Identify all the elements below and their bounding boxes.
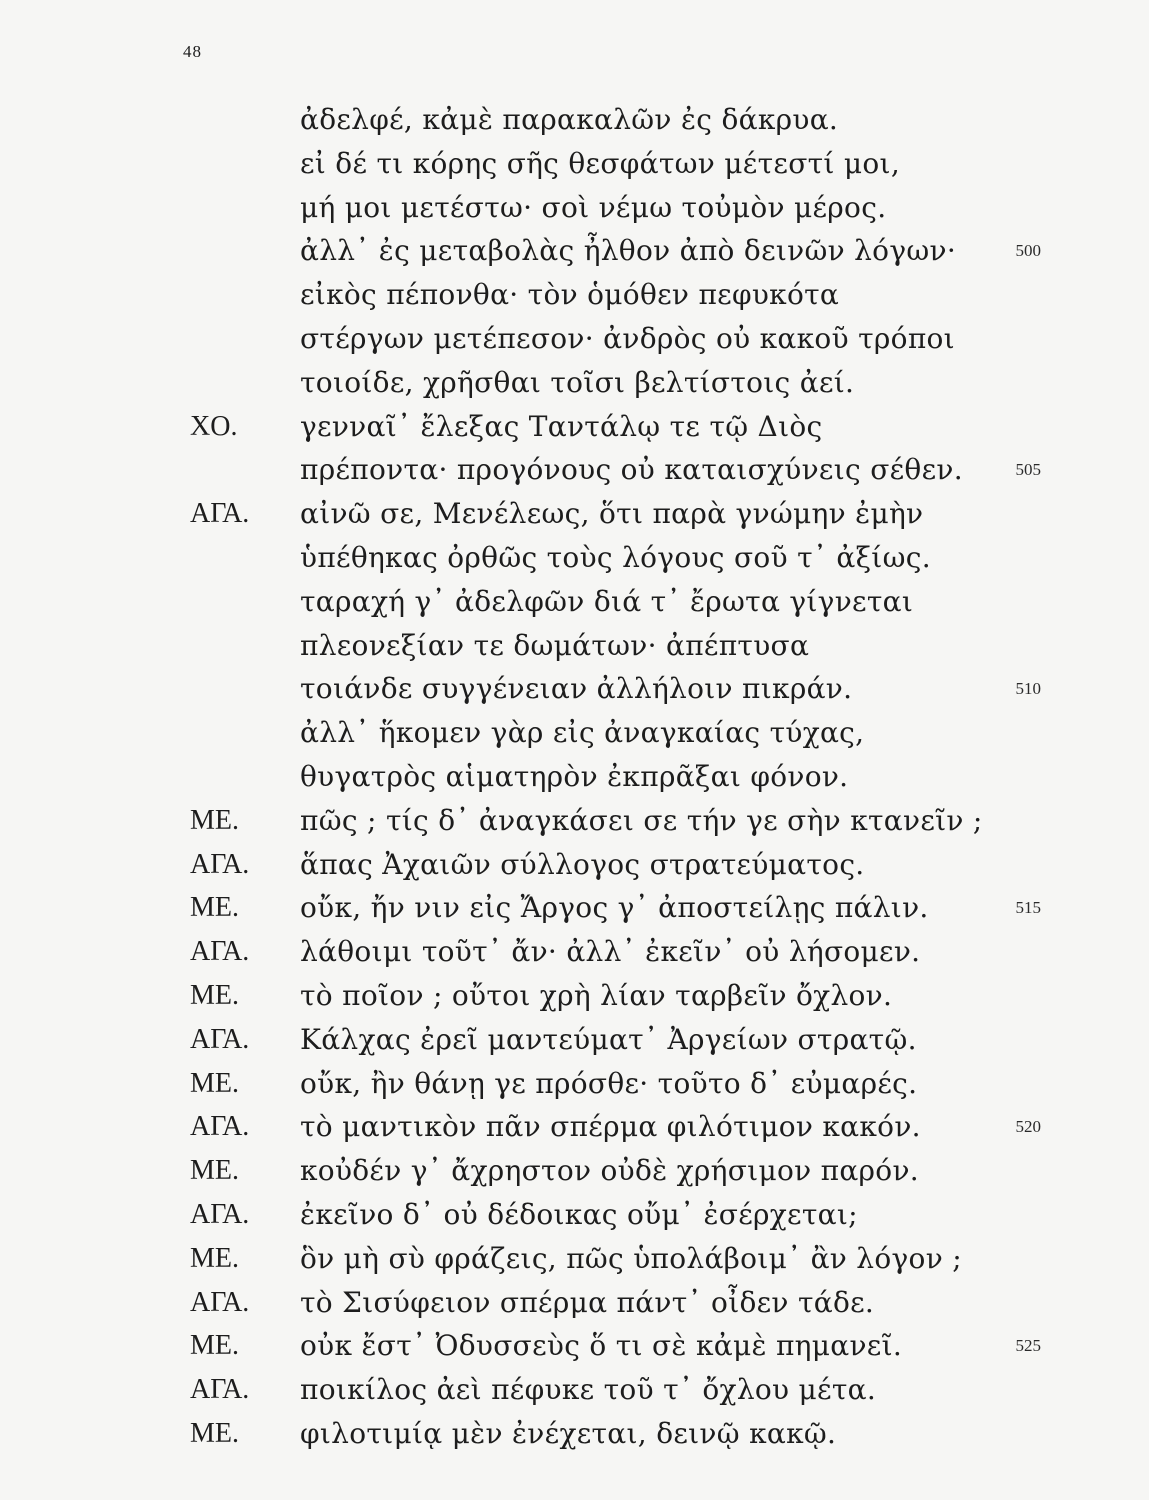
speaker-label: ΑΓΑ. bbox=[190, 936, 250, 968]
verse-line bbox=[0, 934, 1149, 978]
verse-line bbox=[0, 190, 1149, 234]
verse-line bbox=[0, 277, 1149, 321]
verse-text: ποικίλος ἀεὶ πέφυκε τοῦ τ᾽ ὄχλου μέτα. bbox=[300, 1373, 877, 1407]
verse-text: λάθοιμι τοῦτ᾽ ἄν· ἀλλ᾽ ἐκεῖν᾽ οὐ λήσομεν. bbox=[300, 935, 921, 969]
verse-text: φιλοτιμίᾳ μὲν ἐνέχεται, δεινῷ κακῷ. bbox=[300, 1417, 837, 1450]
speaker-label: ΑΓΑ. bbox=[190, 1374, 250, 1406]
page-number: 48 bbox=[183, 42, 202, 61]
line-number: 500 bbox=[1015, 241, 1041, 261]
speaker-label: ΑΓΑ. bbox=[190, 1199, 250, 1230]
verse-text: Κάλχας ἐρεῖ μαντεύματ᾽ Ἀργείων στρατῷ. bbox=[300, 1022, 917, 1056]
speaker-label: ΜΕ. bbox=[190, 980, 239, 1011]
verse-line bbox=[0, 1241, 1149, 1285]
speaker-label: ΜΕ. bbox=[190, 1330, 239, 1362]
verse-text: οὐκ ἔστ᾽ Ὀδυσσεὺς ὅ τι σὲ κἀμὲ πημανεῖ. bbox=[300, 1329, 903, 1363]
verse-line bbox=[0, 496, 1149, 540]
verse-line bbox=[0, 409, 1149, 453]
line-number: 515 bbox=[1015, 898, 1041, 918]
speaker-label: ΜΕ. bbox=[190, 1155, 239, 1187]
verse-line bbox=[0, 890, 1149, 934]
verse-text: ἀλλ᾽ ἐς μεταβολὰς ἦλθον ἀπὸ δεινῶν λόγων· bbox=[300, 234, 957, 268]
verse-line bbox=[0, 1066, 1149, 1110]
verse-line bbox=[0, 1285, 1149, 1329]
verse-text: οὔκ, ἤν νιν εἰς Ἄργος γ᾽ ἀποστείλῃς πάλιν. bbox=[300, 891, 929, 925]
verse-text: ἀδελφέ, κἀμὲ παρακαλῶν ἐς δάκρυα. bbox=[300, 103, 839, 136]
speaker-label: ΑΓΑ. bbox=[190, 1286, 250, 1318]
speaker-label: ΑΓΑ. bbox=[190, 1023, 250, 1055]
verse-text: πῶς ; τίς δ᾽ ἀναγκάσει σε τήν γε σὴν κτανεῖν ; bbox=[300, 803, 983, 837]
verse-text: ὑπέθηκας ὀρθῶς τοὺς λόγους σοῦ τ᾽ ἀξίως. bbox=[300, 541, 931, 574]
speaker-label: ΜΕ. bbox=[190, 1418, 239, 1449]
verse-text: στέργων μετέπεσον· ἀνδρὸς οὐ κακοῦ τρόποι bbox=[300, 322, 955, 355]
verse-text: τὸ Σισύφειον σπέρμα πάντ᾽ οἶδεν τάδε. bbox=[300, 1285, 875, 1319]
verse-text: θυγατρὸς αἱματηρὸν ἐκπρᾶξαι φόνον. bbox=[300, 760, 849, 793]
verse-text: εἰκὸς πέπονθα· τὸν ὁμόθεν πεφυκότα bbox=[300, 278, 840, 312]
verse-text: οὔκ, ἢν θάνῃ γε πρόσθε· τοῦτο δ᾽ εὐμαρές. bbox=[300, 1066, 918, 1100]
verse-text: ὃν μὴ σὺ φράζεις, πῶς ὑπολάβοιμ᾽ ἂν λόγον ; bbox=[300, 1241, 962, 1275]
verse-line bbox=[0, 365, 1149, 409]
verse-text: πλεονεξίαν τε δωμάτων· ἀπέπτυσα bbox=[300, 628, 810, 662]
verse-text: αἰνῶ σε, Μενέλεως, ὅτι παρὰ γνώμην ἐμὴν bbox=[300, 497, 924, 531]
verse-line bbox=[0, 1109, 1149, 1153]
verse-line bbox=[0, 540, 1149, 584]
speaker-label: ΜΕ. bbox=[190, 1067, 239, 1099]
verse-line bbox=[0, 1372, 1149, 1416]
verse-line bbox=[0, 1197, 1149, 1241]
verse-text: τὸ ποῖον ; οὔτοι χρὴ λίαν ταρβεῖν ὄχλον. bbox=[300, 979, 893, 1012]
verse-line bbox=[0, 1153, 1149, 1197]
verse-line bbox=[0, 978, 1149, 1022]
speaker-label: ΜΕ. bbox=[190, 804, 239, 836]
verse-line bbox=[0, 803, 1149, 847]
verse-line bbox=[0, 759, 1149, 803]
speaker-label: ΑΓΑ. bbox=[190, 498, 250, 530]
verse-line bbox=[0, 102, 1149, 146]
verse-line bbox=[0, 321, 1149, 365]
verse-text: τοιάνδε συγγένειαν ἀλλήλοιν πικράν. bbox=[300, 672, 853, 706]
verse-text: τὸ μαντικὸν πᾶν σπέρμα φιλότιμον κακόν. bbox=[300, 1110, 921, 1144]
verse-text: ἐκεῖνο δ᾽ οὐ δέδοικας οὔμ᾽ ἐσέρχεται; bbox=[300, 1198, 858, 1231]
speaker-label: ΑΓΑ. bbox=[190, 848, 250, 880]
verse-line bbox=[0, 1022, 1149, 1066]
speaker-label: ΜΕ. bbox=[190, 1242, 239, 1274]
speaker-label: ΜΕ. bbox=[190, 892, 239, 924]
verse-line bbox=[0, 715, 1149, 759]
verse-line bbox=[0, 847, 1149, 891]
verse-line bbox=[0, 584, 1149, 628]
line-number: 510 bbox=[1015, 679, 1041, 699]
line-number: 520 bbox=[1015, 1117, 1041, 1137]
verse-text: μή μοι μετέστω· σοὶ νέμω τοὐμὸν μέρος. bbox=[300, 190, 887, 224]
verse-text: τοιοίδε, χρῆσθαι τοῖσι βελτίστοις ἀεί. bbox=[300, 365, 855, 399]
verse-line bbox=[0, 146, 1149, 190]
line-number: 525 bbox=[1015, 1336, 1041, 1356]
verse-text: ἅπας Ἀχαιῶν σύλλογος στρατεύματος. bbox=[300, 847, 865, 881]
verse-text: εἰ δέ τι κόρης σῆς θεσφάτων μέτεστί μοι, bbox=[300, 146, 901, 180]
verse-text: κοὐδέν γ᾽ ἄχρηστον οὐδὲ χρήσιμον παρόν. bbox=[300, 1154, 919, 1188]
verse-text: γενναῖ᾽ ἔλεξας Ταντάλῳ τε τῷ Διὸς bbox=[300, 409, 823, 443]
speaker-label: ΧΟ. bbox=[190, 410, 238, 442]
verse-text: ταραχή γ᾽ ἀδελφῶν διά τ᾽ ἔρωτα γίγνεται bbox=[300, 584, 914, 618]
verse-line bbox=[0, 671, 1149, 715]
verse-line bbox=[0, 1328, 1149, 1372]
verse-line bbox=[0, 1416, 1149, 1460]
speaker-label: ΑΓΑ. bbox=[190, 1111, 250, 1143]
verse-line bbox=[0, 628, 1149, 672]
verse-text: πρέποντα· προγόνους οὐ καταισχύνεις σέθεν. bbox=[300, 453, 963, 487]
line-number: 505 bbox=[1015, 460, 1041, 480]
verse-line bbox=[0, 452, 1149, 496]
verse-text: ἀλλ᾽ ἥκομεν γὰρ εἰς ἀναγκαίας τύχας, bbox=[300, 716, 865, 750]
verse-line bbox=[0, 233, 1149, 277]
